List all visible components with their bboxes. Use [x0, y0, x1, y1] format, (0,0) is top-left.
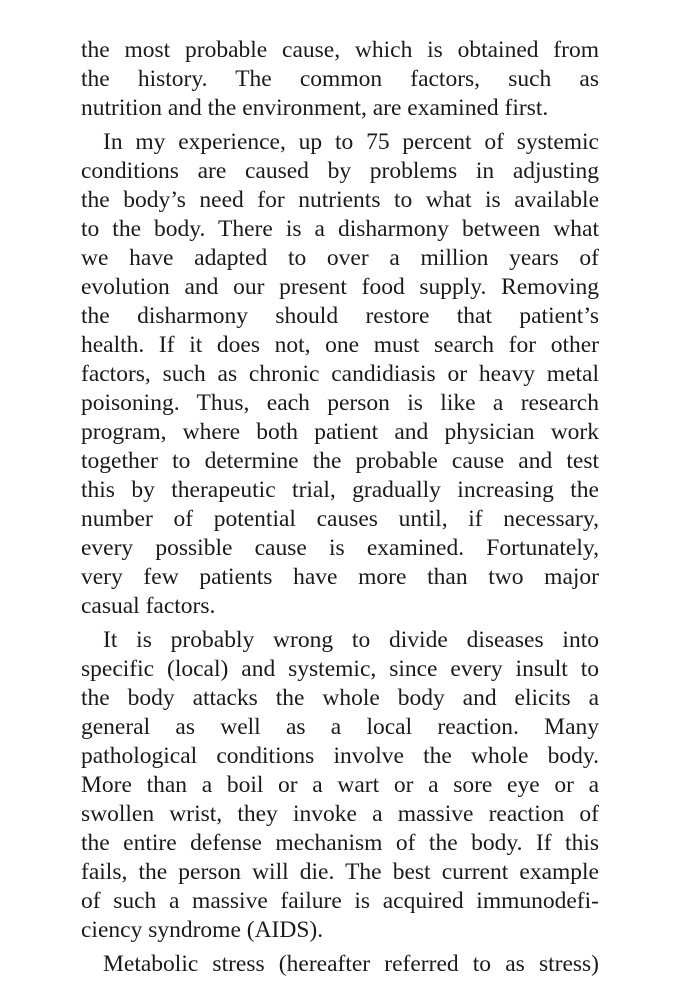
text-line: swollen wrist, they invoke a massive reaction of	[81, 801, 599, 827]
text-line: casual factors.	[81, 593, 216, 619]
paragraph	[81, 950, 599, 979]
text-line: program, where both patient and physician work	[81, 419, 599, 445]
text-line: conditions are caused by problems in adjusting	[81, 158, 599, 184]
text-line: poisoning. Thus, each person is like a research	[81, 390, 599, 416]
text-line: In my experience, up to 75 percent of systemic	[103, 129, 599, 155]
text-line: It is probably wrong to divide diseases into	[103, 627, 599, 653]
text-line: health. If it does not, one must search for other	[81, 332, 599, 358]
text-line: pathological conditions involve the whole body.	[81, 743, 599, 769]
text-line: Metabolic stress (hereafter referred to as stress)	[103, 951, 599, 977]
text-line: very few patients have more than two major	[81, 564, 599, 590]
text-line: the entire defense mechanism of the body. If this	[81, 830, 599, 856]
text-line: nutrition and the environment, are examined first.	[81, 95, 549, 121]
paragraph	[81, 626, 599, 945]
text-line: general as well as a local reaction. Many	[81, 714, 599, 740]
text-line: fails, the person will die. The best current example	[81, 859, 599, 885]
text-line: to the body. There is a disharmony between what	[81, 216, 599, 242]
text-line: evolution and our present food supply. Removing	[81, 274, 599, 300]
text-line: More than a boil or a wart or a sore eye or a	[81, 772, 599, 798]
text-line: number of potential causes until, if necessary,	[81, 506, 599, 532]
text-line: the history. The common factors, such as	[81, 66, 599, 92]
text-line: the most probable cause, which is obtained from	[81, 37, 599, 63]
document-page	[81, 36, 599, 979]
text-line: the body’s need for nutrients to what is available	[81, 187, 599, 213]
paragraph	[81, 36, 599, 123]
text-line: specific (local) and systemic, since every insult to	[81, 656, 599, 682]
text-line: every possible cause is examined. Fortunately,	[81, 535, 599, 561]
text-line: together to determine the probable cause and test	[81, 448, 599, 474]
text-line: ciency syndrome (AIDS).	[81, 917, 324, 943]
text-line: of such a massive failure is acquired immunodefi-	[81, 888, 599, 914]
text-line: the body attacks the whole body and elicits a	[81, 685, 599, 711]
paragraph	[81, 128, 599, 621]
text-line: the disharmony should restore that patient’s	[81, 303, 599, 329]
text-line: this by therapeutic trial, gradually increasing the	[81, 477, 599, 503]
text-line: factors, such as chronic candidiasis or heavy metal	[81, 361, 599, 387]
text-line: we have adapted to over a million years of	[81, 245, 599, 271]
